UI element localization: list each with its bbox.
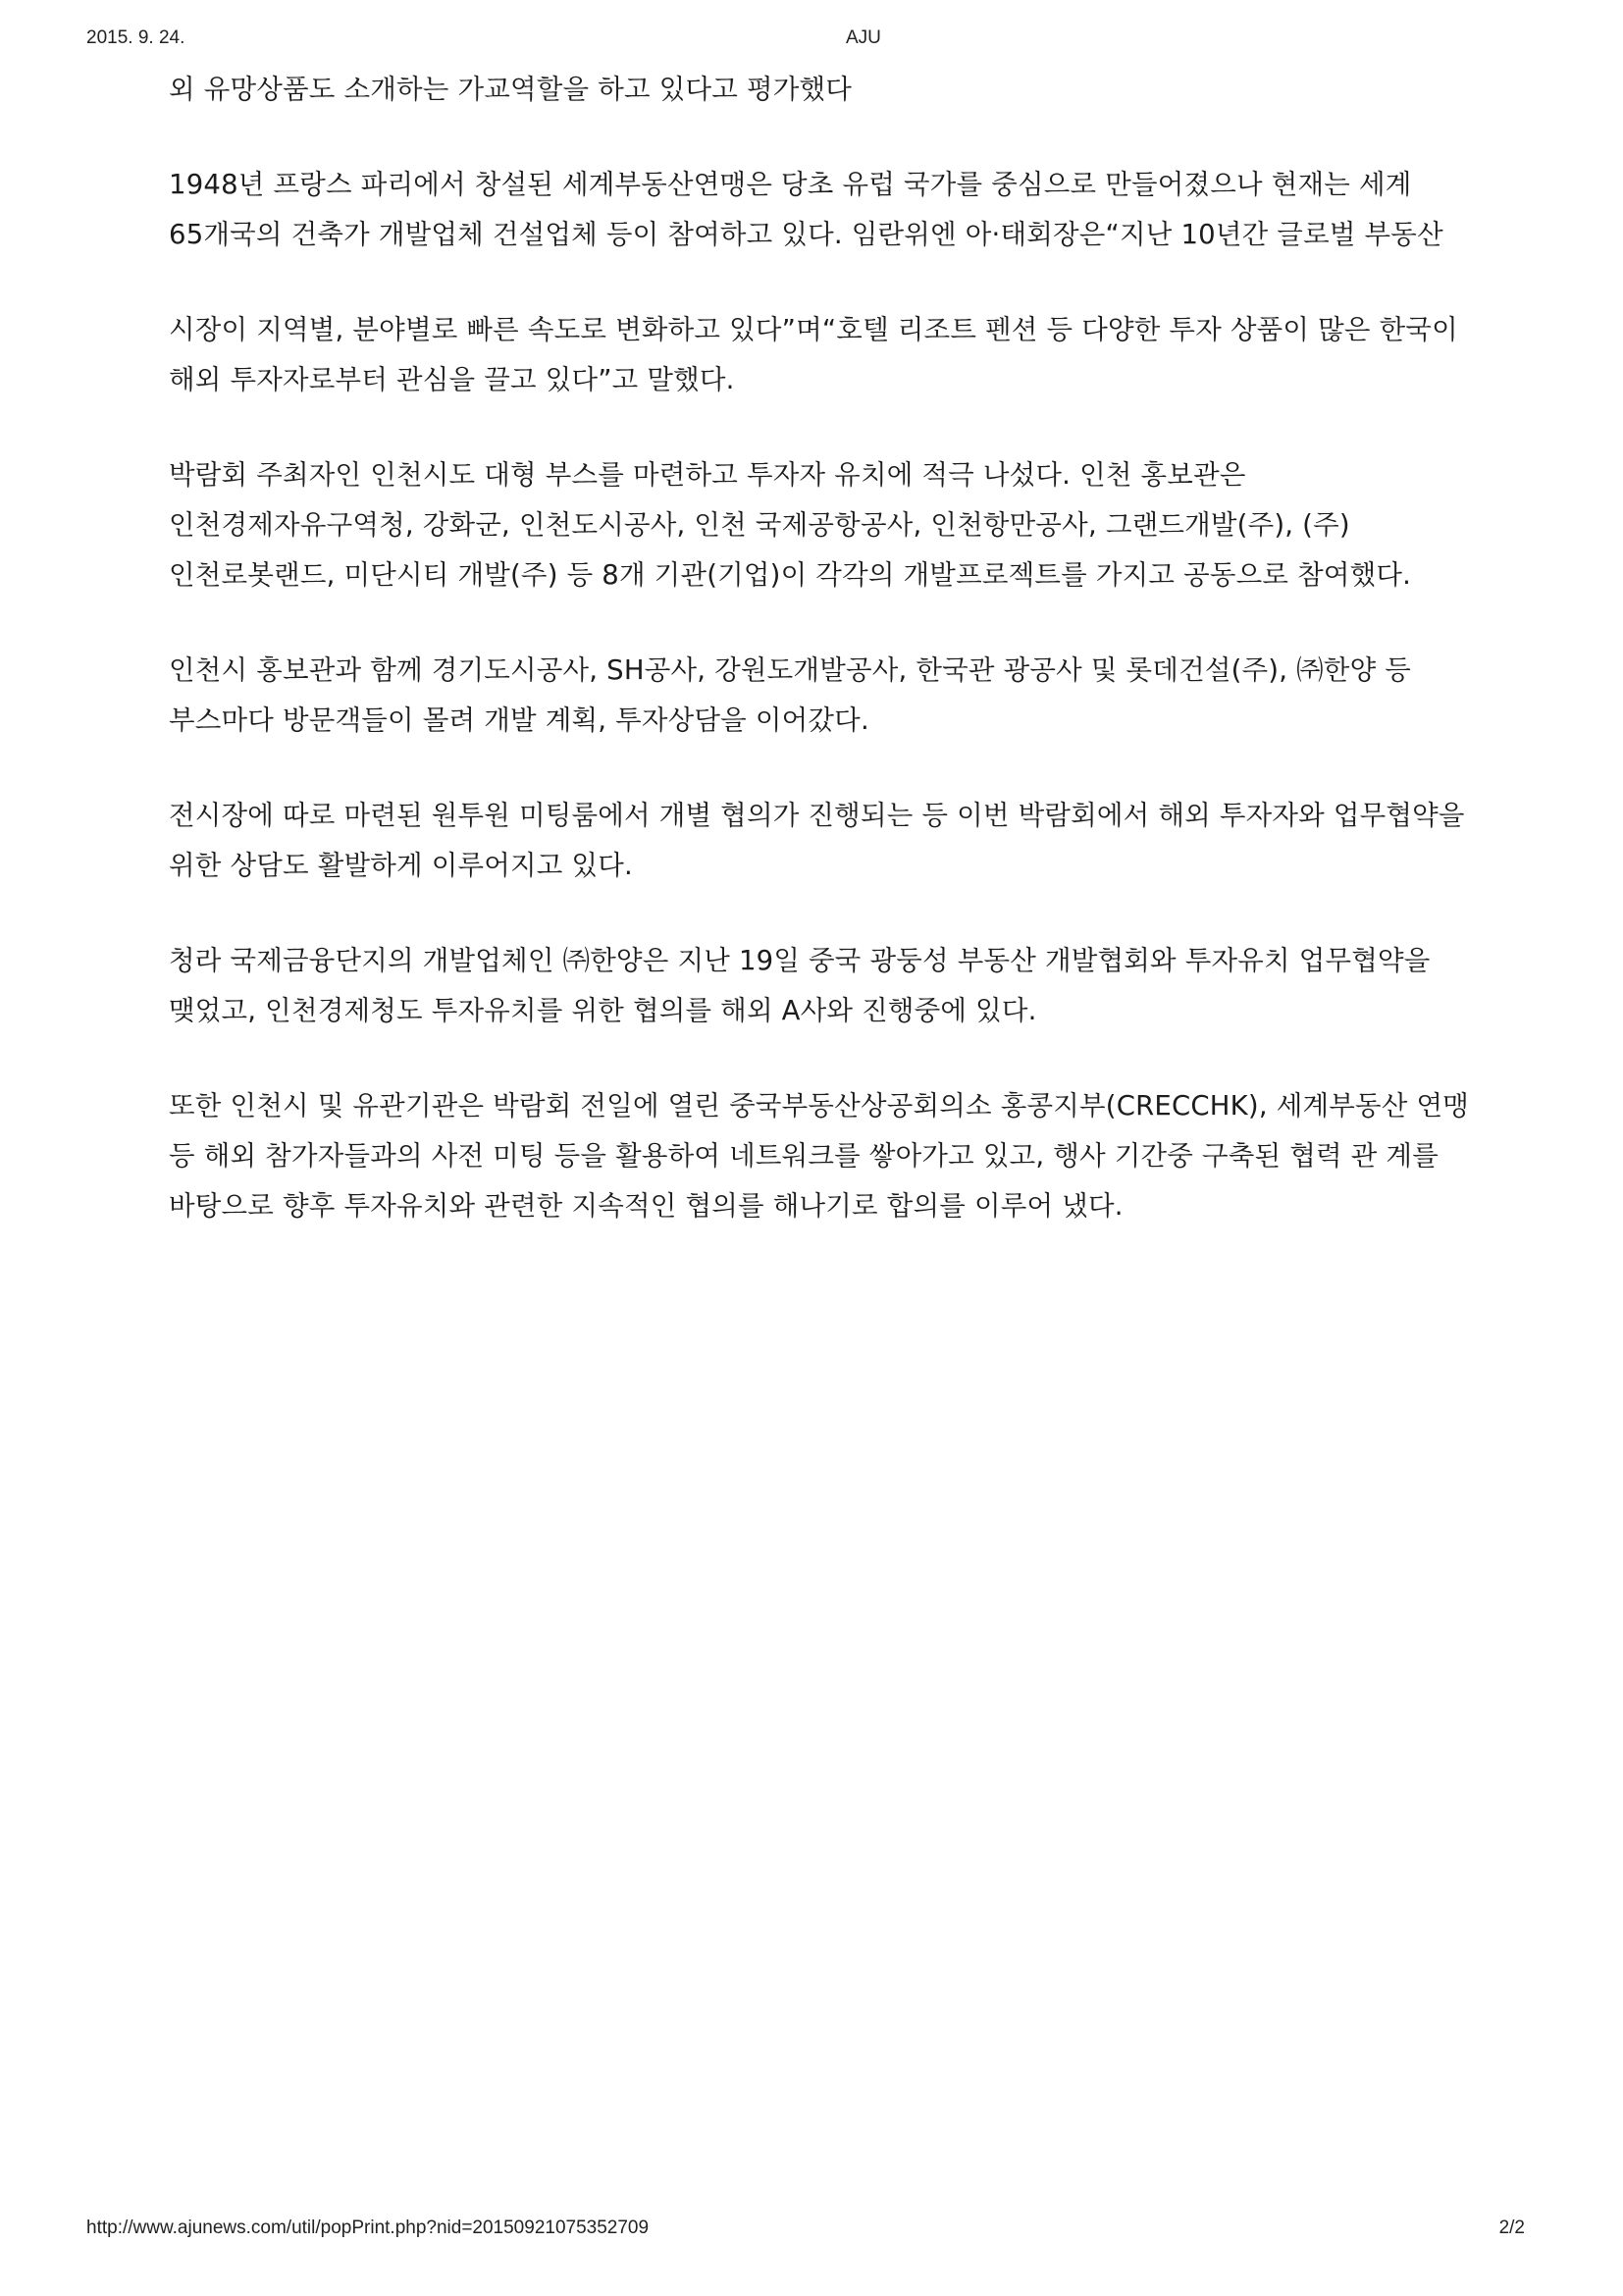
article-paragraph: 또한 인천시 및 유관기관은 박람회 전일에 열린 중국부동산상공회의소 홍콩지부(CRECCHK), 세계부동산 연맹 등 해외 참가자들과의 사전 미팅 등을 활용하여 네트워크를 쌓아가고 있고, 행사 기간중 구축된 협력 관 계를 바탕으로 향후 투자유치와 관련한 지속적인 협의를 해나기로 합의를 이루어 냈다. xyxy=(169,1090,1470,1222)
print-header xyxy=(0,27,1623,57)
article-paragraph: 박람회 주최자인 인천시도 대형 부스를 마련하고 투자자 유치에 적극 나섰다. 인천 홍보관은 인천경제자유구역청, 강화군, 인천도시공사, 인천 국제공항공사, 인천항만공사, 그랜드개발(주), (주)인천로봇랜드, 미단시티 개발(주) 등 8개 기관(기업)이 각각의 개발프로젝트를 가지고 공동으로 참여했다. xyxy=(169,459,1412,591)
article-paragraph: 인천시 홍보관과 함께 경기도시공사, SH공사, 강원도개발공사, 한국관 광공사 및 롯데건설(주), ㈜한양 등 부스마다 방문객들이 몰려 개발 계획, 투자상담을 이어갔다. xyxy=(169,654,1412,736)
article-paragraph: 외 유망상품도 소개하는 가교역할을 하고 있다고 평가했다 xyxy=(169,74,853,105)
article-paragraph: 1948년 프랑스 파리에서 창설된 세계부동산연맹은 당초 유럽 국가를 중심으로 만들어졌으나 현재는 세계 65개국의 건축가 개발업체 건설업체 등이 참여하고 있다. 임란위엔 아·태회장은“지난 10년간 글로벌 부동산 xyxy=(169,169,1443,250)
print-date: 2015. 9. 24. xyxy=(86,27,185,48)
article-paragraph: 청라 국제금융단지의 개발업체인 ㈜한양은 지난 19일 중국 광둥성 부동산 개발협회와 투자유치 업무협약을 맺었고, 인천경제청도 투자유치를 위한 협의를 해외 A사와 진행중에 있다. xyxy=(169,945,1431,1026)
page-number: 2/2 xyxy=(1498,2218,1525,2238)
print-footer xyxy=(0,2218,1623,2247)
article-paragraph: 시장이 지역별, 분야별로 빠른 속도로 변화하고 있다”며“호텔 리조트 펜션 등 다양한 투자 상품이 많은 한국이 해외 투자자로부터 관심을 끌고 있다”고 말했다. xyxy=(169,314,1458,395)
article-body xyxy=(169,65,1493,1277)
page-url: http://www.ajunews.com/util/popPrint.php?nid=20150921075352709 xyxy=(86,2218,650,2238)
article-paragraph: 전시장에 따로 마련된 원투원 미팅룸에서 개별 협의가 진행되는 등 이번 박람회에서 해외 투자자와 업무협약을 위한 상담도 활발하게 이루어지고 있다. xyxy=(169,800,1465,881)
site-name: AJU xyxy=(846,27,881,48)
